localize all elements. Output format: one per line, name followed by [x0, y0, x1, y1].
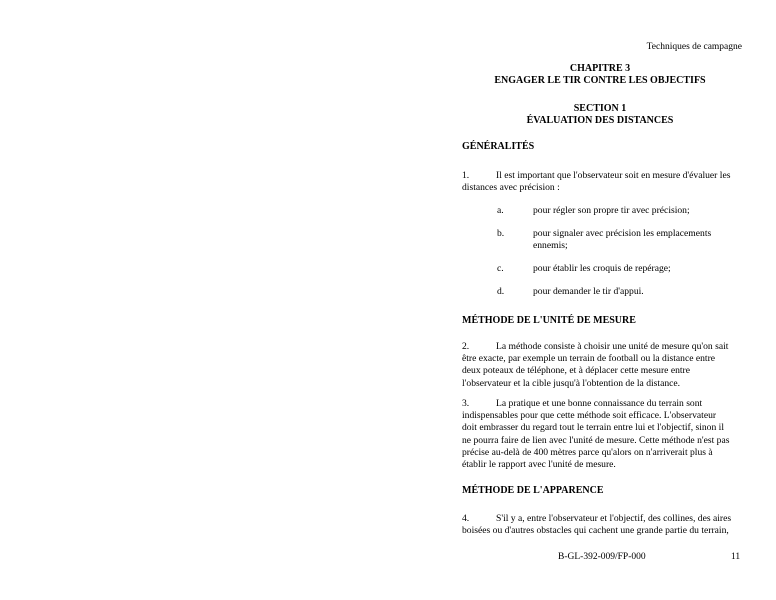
paragraph-1 — [462, 170, 742, 194]
heading-unite-de-mesure: MÉTHODE DE L'UNITÉ DE MESURE — [462, 315, 636, 326]
section-title: ÉVALUATION DES DISTANCES — [526, 115, 674, 126]
paragraph-number: 1. — [462, 170, 470, 181]
page-number: 11 — [731, 552, 741, 562]
list-item-text-cont: ennemis; — [533, 240, 568, 251]
paragraph-line: La pratique et une bonne connaissance du terrain sont — [496, 398, 703, 409]
paragraph-line: La méthode consiste à choisir une unité de mesure qu'on sait — [496, 341, 729, 352]
heading-apparence: MÉTHODE DE L'APPARENCE — [462, 485, 604, 496]
list-item-letter: d. — [497, 286, 505, 297]
list-item-letter: c. — [497, 263, 504, 274]
chapter-title: ENGAGER LE TIR CONTRE LES OBJECTIFS — [494, 75, 706, 86]
paragraph-line: l'observateur et la cible jusqu'à l'obtention de la distance. — [462, 377, 681, 389]
list-item-text: pour établir les croquis de repérage; — [533, 263, 671, 274]
list-item-text: pour demander le tir d'appui. — [533, 286, 644, 297]
paragraph-line: Il est important que l'observateur soit en mesure d'évaluer les — [496, 170, 731, 181]
paragraph-line: ne pourra faire de lien avec l'unité de mesure. Cette méthode n'est pas — [462, 434, 730, 446]
list-item-text: pour signaler avec précision les emplacements — [533, 228, 712, 239]
section-number: SECTION 1 — [573, 103, 627, 114]
heading-generalites: GÉNÉRALITÉS — [462, 141, 535, 152]
paragraph-4 — [462, 513, 752, 537]
list-item-letter: a. — [497, 205, 504, 216]
paragraph-line: doit embrasser du regard tout le terrain entre lui et l'objectif, sinon il — [462, 422, 725, 434]
paragraph-line: indispensables pour que cette méthode soit efficace. L'observateur — [462, 410, 717, 422]
paragraph-line: deux poteaux de téléphone, et à déplacer cette mesure entre — [462, 365, 691, 377]
paragraph-line: être exacte, par exemple un terrain de football ou la distance entre — [462, 353, 716, 365]
paragraph-line: établir le rapport avec l'unité de mesure. — [462, 459, 616, 471]
paragraph-number: 4. — [462, 513, 470, 524]
chapter-title-block — [462, 63, 738, 87]
paragraph-line: précise au-delà de 400 mètres parce qu'alors on n'arriverait plus à — [462, 446, 713, 458]
document-id: B-GL-392-009/FP-000 — [558, 552, 646, 562]
section-title-block — [462, 103, 738, 127]
paragraph-number: 3. — [462, 398, 470, 409]
chapter-number: CHAPITRE 3 — [569, 63, 631, 74]
paragraph-3 — [462, 398, 752, 471]
paragraph-line: distances avec précision : — [462, 182, 560, 194]
paragraph-number: 2. — [462, 341, 470, 352]
list-item-letter: b. — [497, 228, 505, 239]
list-item-text: pour régler son propre tir avec précision; — [533, 205, 690, 216]
paragraph-line: S'il y a, entre l'observateur et l'objectif, des collines, des aires — [496, 513, 732, 524]
paragraph-line: boisées ou d'autres obstacles qui cachent une grande partie du terrain, — [462, 525, 729, 537]
paragraph-2 — [462, 341, 747, 390]
running-header: Techniques de campagne — [646, 42, 742, 52]
